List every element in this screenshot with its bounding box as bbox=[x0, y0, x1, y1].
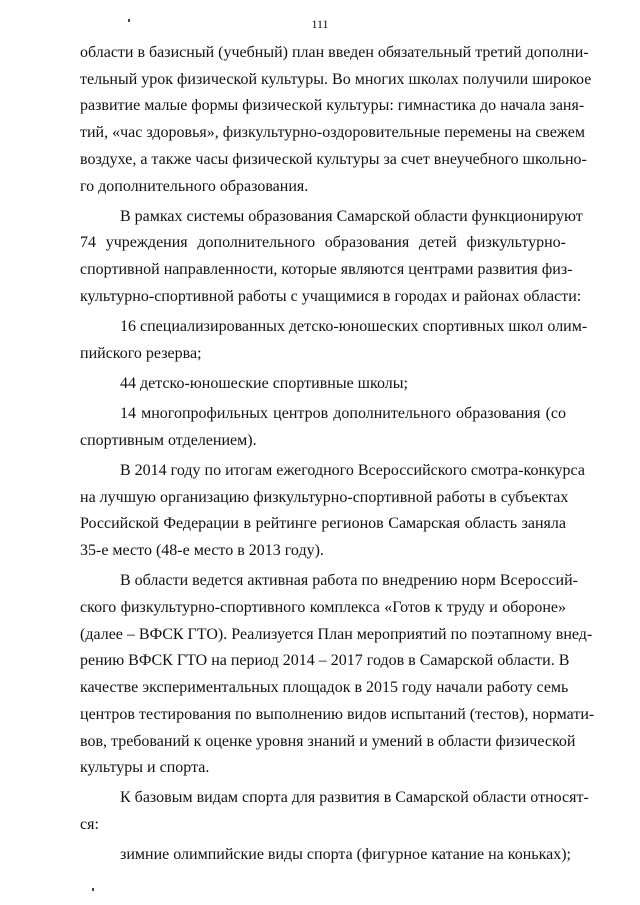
text-line: 14 многопрофильных центров дополнительного образования (со bbox=[120, 405, 566, 423]
text-line: ся: bbox=[80, 816, 99, 834]
text-line: качестве экспериментальных площадок в 2015 году начали работу семь bbox=[80, 679, 569, 697]
text-line: 35-е место (48-е место в 2013 году). bbox=[80, 542, 324, 560]
text-line: тельный урок физической культуры. Во многих школах получили широкое bbox=[80, 70, 592, 88]
paragraph-pe-lessons bbox=[80, 40, 592, 200]
text-line: центров тестирования по выполнению видов испытаний (тестов), нормати- bbox=[80, 705, 595, 723]
text-line: В рамках системы образования Самарской области функционируют bbox=[120, 207, 583, 225]
list-item-youth-sports-schools bbox=[80, 371, 566, 398]
paragraph-base-sports bbox=[80, 785, 589, 838]
text-line: Российской Федерации в рейтинге регионов Самарская область заняла bbox=[80, 515, 566, 533]
text-line: тий, «час здоровья», физкультурно-оздоровительные перемены на свежем bbox=[80, 124, 585, 142]
scan-speck-bottom bbox=[92, 888, 94, 891]
text-line: 44 детско-юношеские спортивные школы; bbox=[120, 374, 408, 392]
list-item-winter-sports bbox=[80, 842, 571, 869]
paragraph-gto-complex bbox=[80, 568, 595, 782]
text-line: пийского резерва; bbox=[80, 344, 202, 362]
text-line: В области ведется активная работа по внедрению норм Всероссий- bbox=[120, 572, 578, 590]
text-line: вов, требований к оценке уровня знаний и умений в области физической bbox=[80, 732, 576, 750]
text-line: ского физкультурно-спортивного комплекса «Готов к труду и обороне» bbox=[80, 599, 566, 617]
paragraph-ranking-2014 bbox=[80, 458, 585, 565]
text-line: спортивным отделением). bbox=[80, 431, 257, 449]
text-line: культурно-спортивной работы с учащимися в городах и районах области: bbox=[80, 287, 582, 305]
page-number: 111 bbox=[311, 17, 329, 31]
text-line: рению ВФСК ГТО на период 2014 – 2017 годов в Самарской области. В bbox=[80, 652, 570, 670]
text-line: развитие малые формы физической культуры: гимнастика до начала заня- bbox=[80, 97, 585, 115]
document-body bbox=[80, 40, 595, 873]
text-line: области в базисный (учебный) план введен обязательный третий дополни- bbox=[80, 44, 589, 61]
list-item-olympic-reserve-schools bbox=[80, 314, 588, 367]
text-line: В 2014 году по итогам ежегодного Всероссийского смотра-конкурса bbox=[120, 462, 585, 480]
text-line: 16 специализированных детско-юношеских спортивных школ олим- bbox=[120, 318, 588, 336]
text-line: спортивной направленности, которые являются центрами развития физ- bbox=[80, 261, 573, 279]
text-line: на лучшую организацию физкультурно-спортивной работы в субъектах bbox=[80, 488, 569, 506]
list-item-multiprofile-centers bbox=[80, 401, 566, 454]
text-line: воздухе, а также часы физической культуры за счет внеучебного школьно- bbox=[80, 150, 587, 168]
text-line: го дополнительного образования. bbox=[80, 177, 309, 195]
text-line: 74 учреждения дополнительного образования детей физкультурно- bbox=[80, 234, 566, 252]
text-line: К базовым видам спорта для развития в Самарской области относят- bbox=[120, 789, 589, 807]
text-line: культуры и спорта. bbox=[80, 759, 210, 777]
paragraph-institutions bbox=[80, 204, 583, 311]
text-line: (далее – ВФСК ГТО). Реализуется План мероприятий по поэтапному внед- bbox=[80, 625, 593, 643]
text-line: зимние олимпийские виды спорта (фигурное катание на коньках); bbox=[120, 846, 571, 864]
